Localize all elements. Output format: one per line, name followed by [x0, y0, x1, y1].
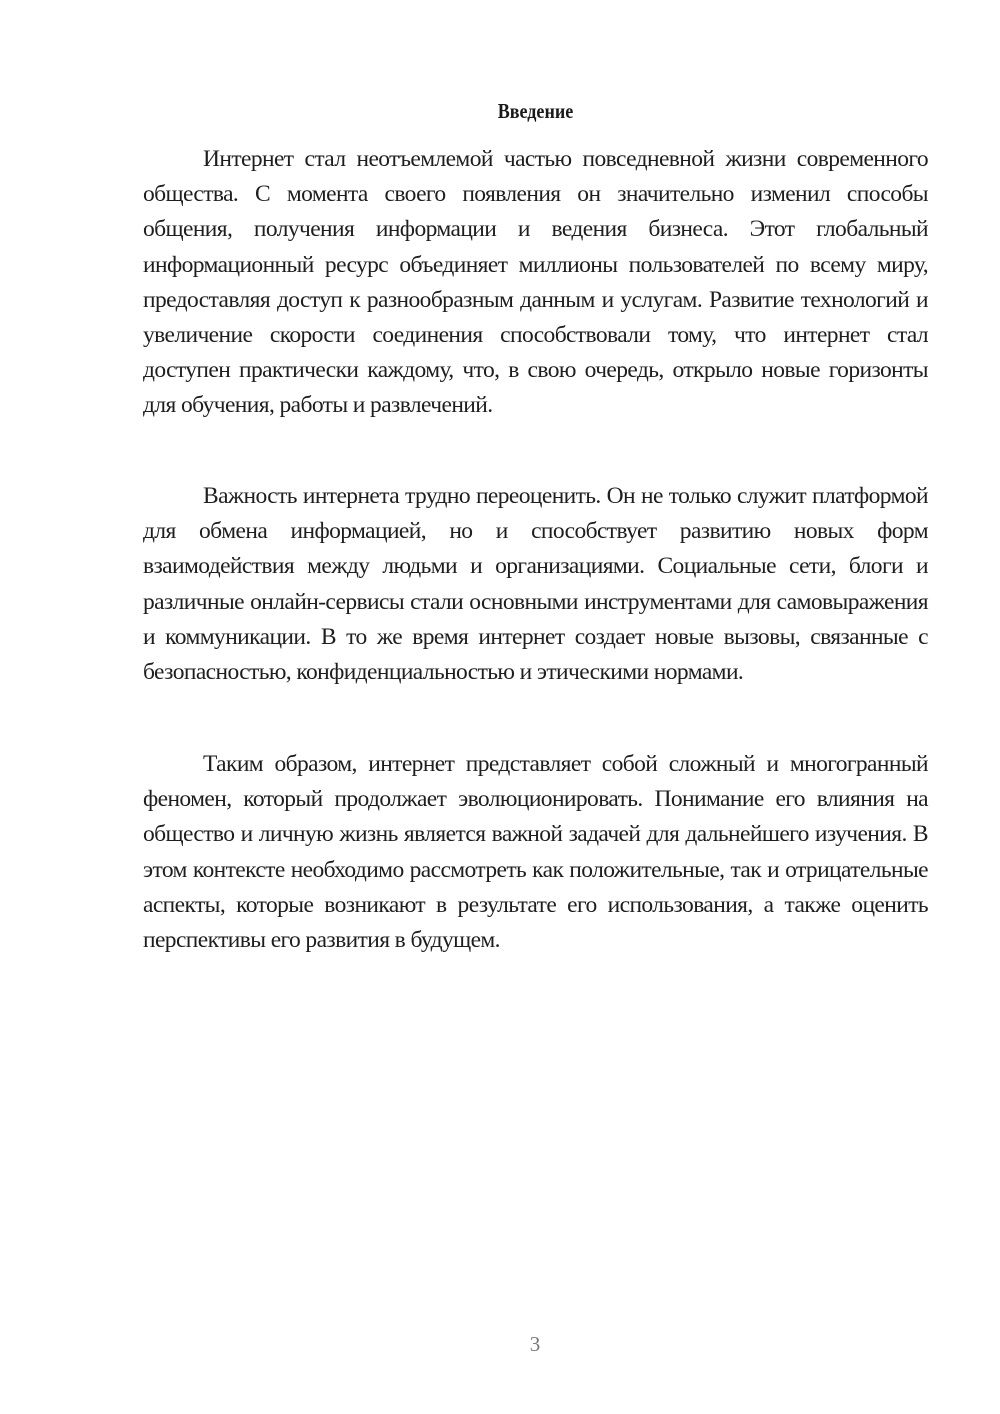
- paragraph-3: Таким образом, интернет представляет собой сложный и многогранный феномен, который продолжает эволюционировать. Понимание его влияния на общество и личную жизнь является важной задачей для дальнейшего изучения. В этом контексте необходимо рассмотреть как положительные, так и отрицательные аспекты, которые возникают в результате его использования, а также оценить перспективы его развития в будущем.: [143, 751, 928, 954]
- section-title: Введение: [497, 99, 574, 123]
- paragraph-2: Важность интернета трудно переоценить. Он не только служит платформой для обмена информацией, но и способствует развитию новых форм взаимодействия между людьми и организациями. Социальные сети, блоги и различные онлайн-сервисы стали основными инструментами для самовыражения и коммуникации. В то же время интернет создает новые вызовы, связанные с безопасностью, конфиденциальностью и этическими нормами.: [143, 483, 928, 686]
- paragraph-3-container: [143, 747, 928, 958]
- paragraph-1: Интернет стал неотъемлемой частью повседневной жизни современного общества. С момента своего появления он значительно изменил способы общения, получения информации и ведения бизнеса. Этот глобальный информационный ресурс объединяет миллионы пользователей по всему миру, предоставляя доступ к разнообразным данным и услугам. Развитие технологий и увеличение скорости соединения способствовали тому, что интернет стал доступен практически каждому, что, в свою очередь, открыло новые горизонты для обучения, работы и развлечений.: [143, 146, 928, 419]
- paragraph-1-container: [143, 142, 928, 424]
- page-number: 3: [529, 1332, 541, 1356]
- paragraph-2-container: [143, 479, 928, 690]
